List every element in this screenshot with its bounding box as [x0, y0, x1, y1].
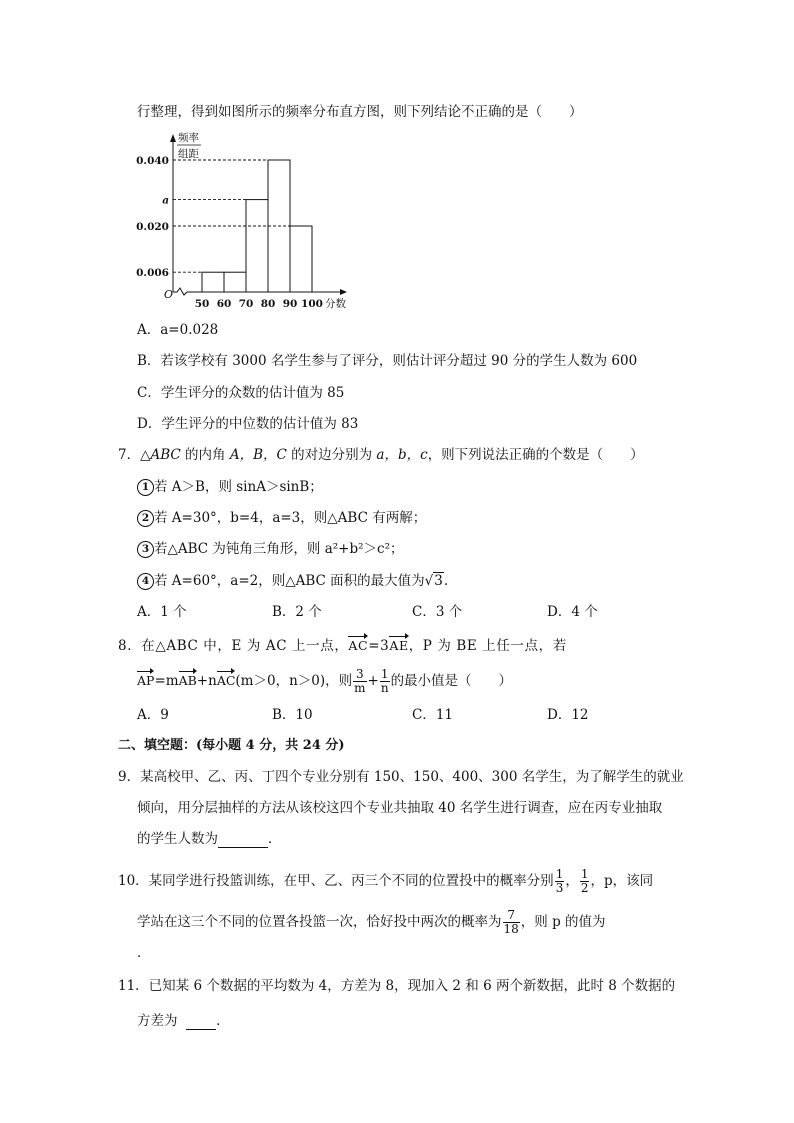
q8-line-1 [118, 635, 567, 655]
histogram-bar [224, 272, 246, 292]
fraction-denominator: n [380, 681, 389, 695]
x-tick-label: 70 [238, 298, 254, 310]
q7-statement-1 [137, 478, 323, 496]
q7-statement-3 [137, 540, 404, 558]
fraction-denominator: 3 [555, 881, 564, 895]
sqrt-symbol: √3 [424, 573, 443, 589]
fraction-denominator: 2 [580, 881, 589, 895]
vector-ac: AC [348, 635, 368, 655]
vector-ab: AB [179, 670, 197, 690]
q7-statement-4-end: . [443, 573, 449, 589]
q8-condition: (m＞0，n＞0)，则 [235, 673, 353, 689]
q9-line3-pre: 的学生人数为 [137, 831, 218, 847]
q8-frac-plus: + [367, 673, 379, 689]
x-tick-label: 50 [194, 298, 210, 310]
q7-option-d: D．4 个 [547, 604, 598, 620]
y-axis-arrow [170, 134, 176, 142]
q9-line-3 [137, 830, 282, 848]
q11-line-1: 11．已知某 6 个数据的平均数为 4，方差为 8，现加入 2 和 6 两个新数据，此时 8 个数据的 [118, 978, 676, 994]
q10-line-3: ． [137, 945, 151, 961]
q8-line-2 [137, 668, 512, 695]
y-axis-label-top: 频率 [178, 132, 199, 144]
q8-option-c: C．11 [412, 707, 454, 723]
q7-stem-text-1: 的内角 [180, 447, 230, 463]
x-tick-label: 80 [260, 298, 276, 310]
q7-statement-2-text: 若 A=30°，b=4，a=3，则△ABC 有两解； [154, 510, 427, 526]
origin-label: O [164, 288, 174, 301]
q7-option-a: A．1 个 [137, 604, 187, 620]
q9-line-2: 倾向，用分层抽样的方法从该校这四个专业共抽取 40 名学生进行调查，应在丙专业抽取 [137, 800, 663, 816]
q10-line1-post: ，p，该同 [590, 873, 654, 889]
x-axis [173, 288, 340, 295]
q8-option-a: A．9 [137, 707, 169, 723]
q11-line-2 [137, 1012, 230, 1030]
y-tick-label: 0.040 [136, 155, 169, 167]
q6-option-d: D．学生评分的中位数的估计值为 83 [137, 416, 359, 432]
q8-tail: 的最小值是（ ） [390, 673, 513, 689]
q7-option-c: C．3 个 [412, 604, 463, 620]
q9-line-1: 9．某高校甲、乙、丙、丁四个专业分别有 150、150、400、300 名学生，为了解学生的就业 [118, 769, 684, 785]
q8-line1-pre: 8．在△ABC 中，E 为 AC 上一点， [118, 638, 349, 654]
q7-angles: A，B，C [229, 447, 287, 463]
fraction-denominator: m [354, 681, 366, 695]
q7-stem [118, 446, 644, 464]
q10-line2-pre: 学站在这三个不同的位置各投篮一次，恰好投中两次的概率为 [137, 914, 502, 930]
vector-ap: AP [137, 670, 154, 690]
histogram-bar [246, 200, 268, 292]
q9-line3-post: ． [268, 831, 282, 847]
y-tick-label: 0.006 [136, 267, 169, 280]
histogram-bar [202, 272, 224, 292]
q7-statement-4 [137, 572, 448, 590]
answer-blank [186, 1015, 216, 1030]
y-tick-label: a [162, 194, 169, 207]
q6-option-b: B．若该学校有 3000 名学生参与了评分，则估计评分超过 90 分的学生人数为 600 [137, 353, 638, 369]
circled-number-1: 1 [137, 479, 154, 496]
fraction-denominator: 18 [503, 922, 519, 936]
q10-line-2 [137, 909, 606, 936]
q8-eq1: =3 [368, 638, 390, 654]
section-title: 二、填空题：(每小题 4 分，共 24 分) [118, 738, 345, 753]
q10-line-1 [118, 868, 653, 895]
q10-separator: ， [565, 873, 579, 889]
x-tick-label: 90 [282, 298, 298, 310]
q8-option-d: D．12 [547, 707, 589, 723]
x-tick-label: 100 [301, 298, 323, 310]
vector-ac-2: AC [217, 670, 236, 690]
q8-line1-post: ，P 为 BE 上任一点，若 [408, 638, 567, 654]
q7-statement-3-text: 若△ABC 为钝角三角形，则 a²+b²＞c²； [154, 541, 404, 557]
vector-ae: AE [389, 635, 408, 655]
q6-option-c: C．学生评分的众数的估计值为 85 [137, 385, 345, 401]
fraction-7-over-18 [503, 909, 520, 936]
fraction-numerator: 1 [580, 867, 589, 881]
circled-number-2: 2 [137, 510, 154, 527]
fraction-1-over-3 [555, 868, 565, 895]
q7-triangle-symbol: △ [140, 447, 151, 463]
fraction-numerator: 1 [380, 667, 389, 681]
q10-line1-pre: 10．某同学进行投篮训练，在甲、乙、丙三个不同的位置投中的概率分别 [118, 873, 554, 889]
frequency-histogram [135, 128, 365, 312]
x-axis-arrow [340, 289, 347, 295]
q11-line2-pre: 方差为 [137, 1013, 178, 1029]
y-tick-label: 0.020 [136, 221, 169, 233]
q6-option-a: A．a=0.028 [137, 322, 219, 338]
q7-statement-1-text: 若 A＞B，则 sinA＞sinB； [154, 479, 323, 495]
fraction-1-over-2 [580, 868, 590, 895]
circled-number-3: 3 [137, 541, 154, 558]
q7-stem-text-3: ，则下列说法正确的个数是（ ） [427, 447, 644, 463]
circled-number-4: 4 [137, 573, 154, 590]
histogram-bar [290, 226, 312, 292]
q11-line2-post: ． [216, 1013, 230, 1029]
q8-option-b: B．10 [272, 707, 313, 723]
q7-statement-4-text: 若 A=60°，a=2，则△ABC 面积的最大值为 [154, 573, 425, 589]
fraction-1-over-n [380, 668, 390, 695]
q8-plus: +n [196, 673, 217, 689]
x-tick-label: 60 [216, 298, 232, 310]
q10-line2-post: ，则 p 的值为 [520, 914, 606, 930]
fraction-numerator: 7 [503, 909, 520, 923]
q7-option-b: B．2 个 [272, 604, 322, 620]
q7-sides: a，b，c [376, 447, 428, 463]
fraction-numerator: 3 [353, 668, 366, 682]
x-axis-label: 分数 [325, 298, 346, 310]
fraction-3-over-m [353, 668, 366, 695]
fraction-numerator: 1 [555, 867, 564, 881]
q7-number: 7． [118, 447, 141, 463]
q7-statement-2 [137, 509, 426, 527]
y-axis-label-bottom: 组距 [178, 148, 199, 160]
q7-stem-text-2: 的对边分别为 [286, 447, 377, 463]
sqrt-radicand: 3 [434, 573, 443, 589]
q8-eq2: =m [154, 673, 179, 689]
q7-triangle-name: ABC [150, 447, 181, 463]
answer-blank [218, 833, 268, 848]
q6-intro: 行整理，得到如图所示的频率分布直方图，则下列结论不正确的是（ ） [137, 104, 583, 120]
